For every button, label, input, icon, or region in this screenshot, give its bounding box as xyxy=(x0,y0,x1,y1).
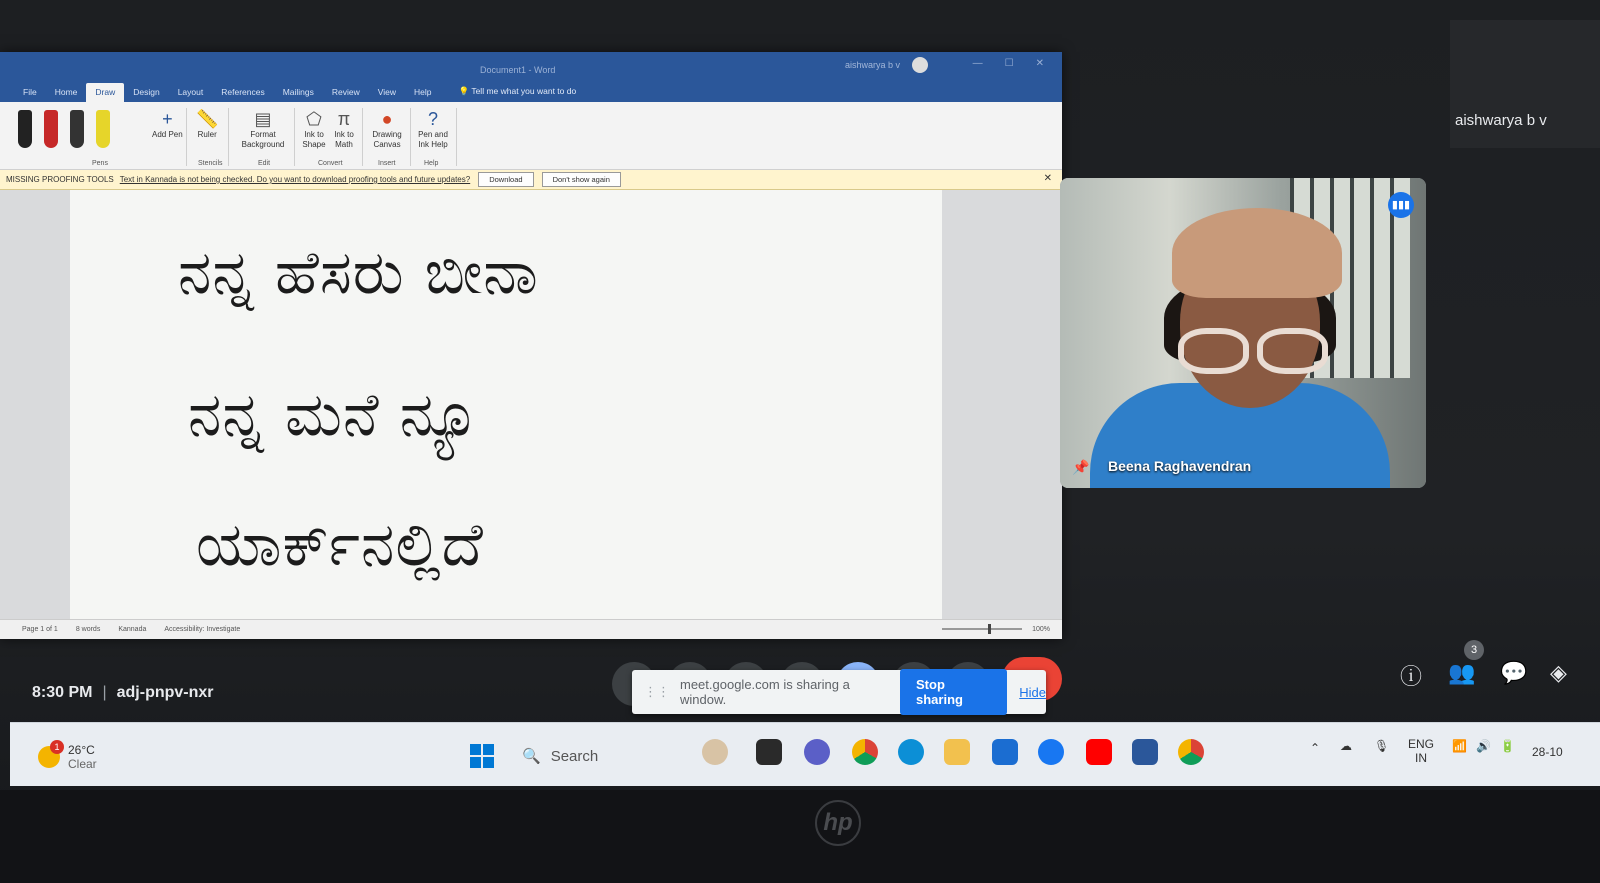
stop-sharing-button[interactable]: Stop sharing xyxy=(900,669,1007,715)
window-controls xyxy=(973,58,1044,69)
pen-gallery xyxy=(18,110,110,148)
ruler-label: Ruler xyxy=(197,130,217,139)
add-pen-button[interactable] xyxy=(152,108,183,140)
tab-help[interactable]: Help xyxy=(414,87,432,97)
activities-icon[interactable]: ◈ xyxy=(1550,660,1567,685)
document-area xyxy=(0,190,1062,619)
tab-draw[interactable]: Draw xyxy=(86,83,124,102)
proofing-infobar xyxy=(0,170,1062,190)
weather-description: Clear xyxy=(68,757,97,771)
meeting-time: 8:30 PM xyxy=(32,684,93,701)
maximize-icon[interactable]: ☐ xyxy=(1004,58,1014,69)
chrome-profile-icon[interactable] xyxy=(1178,739,1204,765)
tell-me-search[interactable] xyxy=(459,86,577,102)
account-avatar[interactable] xyxy=(912,57,928,73)
group-divider xyxy=(362,108,363,166)
infobar-message: Text in Kannada is not being checked. Do you want to download proofing tools and future updates? xyxy=(119,175,471,184)
facebook-icon[interactable] xyxy=(1038,739,1064,765)
group-divider xyxy=(228,108,229,166)
youtube-icon[interactable] xyxy=(1086,739,1112,765)
zoom-level[interactable]: 100% xyxy=(1032,626,1050,633)
add-pen-label: Add Pen xyxy=(152,130,183,139)
close-icon[interactable]: ✕ xyxy=(1043,173,1052,184)
language-code: ENG xyxy=(1408,737,1435,751)
stencils-group-label: Stencils xyxy=(198,160,223,167)
group-divider xyxy=(186,108,187,166)
volume-icon[interactable]: 🔊 xyxy=(1476,739,1491,753)
drawing-canvas-button[interactable] xyxy=(368,108,406,150)
participant-count-badge: 3 xyxy=(1464,640,1484,660)
ink-to-shape-label: Ink to Shape xyxy=(302,130,326,149)
word-window xyxy=(0,52,1062,639)
battery-icon[interactable]: 🔋 xyxy=(1500,739,1515,753)
ruler-icon: 📏 xyxy=(196,109,219,129)
page-count[interactable]: Page 1 of 1 xyxy=(22,626,58,633)
pin-icon[interactable]: 📌 xyxy=(1072,459,1090,475)
tab-mailings[interactable]: Mailings xyxy=(282,87,314,97)
kannada-line-3: ಯಾರ್ಕ್‌ನಲ್ಲಿದೆ xyxy=(196,510,484,580)
zoom-slider[interactable] xyxy=(942,628,1022,630)
convert-group-label: Convert xyxy=(318,160,343,167)
pencil-icon[interactable] xyxy=(70,110,84,148)
sharing-notification-bar xyxy=(632,670,1046,714)
drag-handle-icon[interactable]: ⋮⋮ xyxy=(644,684,670,699)
format-background-button[interactable] xyxy=(236,108,290,150)
account-name: aishwarya b v xyxy=(845,60,901,70)
help-group-label: Help xyxy=(424,160,439,167)
group-divider xyxy=(294,108,295,166)
document-page[interactable] xyxy=(70,190,942,619)
windows-taskbar xyxy=(10,722,1600,786)
ruler-button[interactable] xyxy=(196,108,218,140)
tab-home[interactable]: Home xyxy=(54,87,78,97)
chrome-icon[interactable] xyxy=(852,739,878,765)
file-explorer-icon[interactable] xyxy=(944,739,970,765)
format-background-label: Format Background xyxy=(241,130,285,149)
meeting-info: 8:30 PM | adj-pnpv-nxr xyxy=(32,684,214,701)
word-titlebar xyxy=(0,52,1062,82)
hp-logo: hp xyxy=(815,800,861,846)
lightbulb-icon: 💡 xyxy=(458,86,472,96)
search-icon: 🔍 xyxy=(522,748,541,765)
weather-sun-icon xyxy=(38,742,60,768)
pen-ink-help-label: Pen and Ink Help xyxy=(418,130,448,149)
drawing-canvas-icon: ● xyxy=(381,109,393,129)
start-button-icon[interactable] xyxy=(470,744,494,768)
copilot-avatar-icon[interactable] xyxy=(702,739,728,765)
word-icon[interactable] xyxy=(1132,739,1158,765)
tab-layout[interactable]: Layout xyxy=(177,87,204,97)
participant-tile[interactable] xyxy=(1060,178,1426,488)
group-divider xyxy=(410,108,411,166)
red-pen-icon[interactable] xyxy=(44,110,58,148)
ink-to-math-label: Ink to Math xyxy=(334,130,354,149)
weather-widget[interactable] xyxy=(38,743,97,771)
tab-file[interactable]: File xyxy=(23,87,37,97)
chat-icon[interactable]: 💬 xyxy=(1500,660,1528,685)
black-pen-icon[interactable] xyxy=(18,110,32,148)
people-icon[interactable]: 👥 xyxy=(1448,660,1476,685)
download-button[interactable]: Download xyxy=(478,172,533,187)
format-background-icon: ▤ xyxy=(254,109,272,129)
tab-references[interactable]: References xyxy=(221,87,265,97)
task-view-icon[interactable] xyxy=(756,739,782,765)
show-hidden-icons-icon[interactable]: ⌃ xyxy=(1310,741,1321,755)
search-placeholder: Search xyxy=(550,748,599,765)
close-icon[interactable]: ✕ xyxy=(1035,58,1044,69)
teams-chat-icon[interactable] xyxy=(804,739,830,765)
onedrive-icon[interactable]: ☁ xyxy=(1340,739,1352,753)
edge-icon[interactable] xyxy=(898,739,924,765)
weather-temperature: 26°C xyxy=(68,743,95,757)
tab-review[interactable]: Review xyxy=(331,87,360,97)
microphone-icon[interactable]: 🎙 xyxy=(1374,739,1390,753)
ink-to-shape-button[interactable] xyxy=(300,108,328,150)
taskbar-date[interactable]: 28-10 xyxy=(1532,745,1563,759)
ink-to-math-icon: π xyxy=(337,109,351,129)
kannada-line-2: ನನ್ನ ಮನೆ ನ್ಯೂ xyxy=(188,380,481,450)
word-count[interactable]: 8 words xyxy=(75,626,101,633)
region-code: IN xyxy=(1415,751,1427,765)
language-indicator[interactable] xyxy=(1408,737,1434,765)
speaking-indicator-icon: ▮▮▮ xyxy=(1388,192,1414,218)
laptop-bezel xyxy=(0,790,1600,883)
pen-ink-help-button[interactable] xyxy=(414,108,452,150)
drawing-canvas-label: Drawing Canvas xyxy=(372,130,402,149)
infobar-title: MISSING PROOFING TOOLS xyxy=(6,175,114,184)
dont-show-again-button[interactable]: Don't show again xyxy=(542,172,621,187)
taskbar-search[interactable] xyxy=(522,747,598,765)
sharing-message: meet.google.com is sharing a window. xyxy=(680,677,850,707)
tab-design[interactable]: Design xyxy=(133,87,160,97)
participant-name: Beena Raghavendran xyxy=(1108,458,1252,474)
group-divider xyxy=(456,108,457,166)
hide-link[interactable]: Hide xyxy=(1019,684,1046,700)
draw-ribbon xyxy=(0,102,1062,170)
wifi-icon[interactable]: 📶 xyxy=(1452,739,1467,753)
highlighter-icon[interactable] xyxy=(96,110,110,148)
language-indicator[interactable]: Kannada xyxy=(118,626,147,633)
meeting-code: adj-pnpv-nxr xyxy=(116,684,214,701)
word-statusbar xyxy=(0,619,1062,639)
accessibility-status[interactable]: Accessibility: Investigate xyxy=(164,626,241,633)
insert-group-label: Insert xyxy=(378,160,396,167)
tab-view[interactable]: View xyxy=(377,87,397,97)
plus-icon: + xyxy=(162,109,173,129)
microsoft-store-icon[interactable] xyxy=(992,739,1018,765)
video-person-glasses xyxy=(1178,328,1328,374)
kannada-line-1: ನನ್ನ ಹೆಸರು ಬೀನಾ xyxy=(178,238,539,308)
edit-group-label: Edit xyxy=(258,160,271,167)
help-icon: ? xyxy=(427,109,438,129)
weather-alert-count: 1 xyxy=(50,740,64,754)
video-person-cap xyxy=(1172,208,1342,298)
meeting-details-icon[interactable]: ⓘ xyxy=(1400,664,1423,689)
self-view-name: aishwarya b v xyxy=(1455,112,1547,129)
ink-to-math-button[interactable] xyxy=(330,108,358,150)
ink-to-shape-icon: ⬠ xyxy=(306,109,322,129)
pens-group-label: Pens xyxy=(92,160,108,167)
ribbon-tabs xyxy=(0,82,1062,102)
document-title: Document1 - Word xyxy=(480,65,556,75)
minimize-icon[interactable]: — xyxy=(972,58,983,69)
tell-me-text: Tell me what you want to do xyxy=(471,86,577,96)
